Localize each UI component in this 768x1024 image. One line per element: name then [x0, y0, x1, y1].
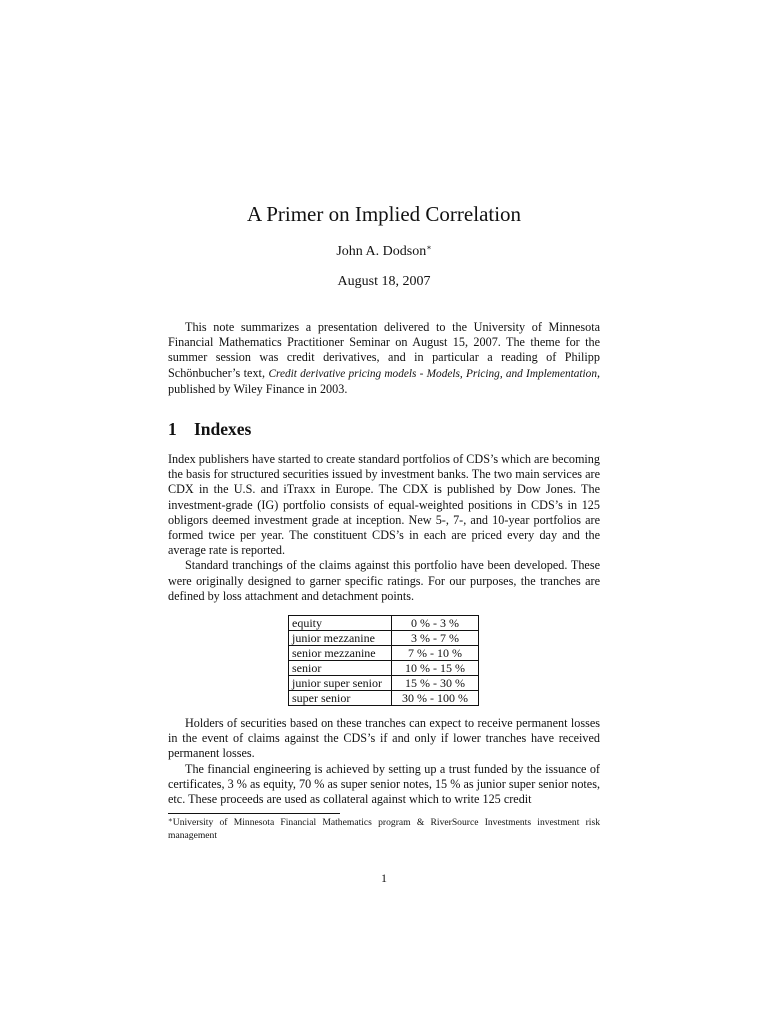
author-footnote-mark: ∗ — [426, 243, 432, 252]
tranche-name-cell: equity — [289, 616, 392, 631]
table-row — [289, 661, 479, 676]
tranche-range-cell: 10 % - 15 % — [392, 661, 479, 676]
abstract — [168, 320, 600, 397]
footnote — [168, 817, 600, 842]
table-row — [289, 646, 479, 661]
book-title: Credit derivative pricing models - Models, Pricing, and Implementation — [268, 367, 597, 380]
section-body-after-table — [168, 716, 600, 807]
footnote-mark: ∗ — [168, 816, 173, 824]
section-heading — [168, 418, 251, 440]
author-name: John A. Dodson — [336, 244, 427, 259]
author-line — [0, 243, 768, 261]
section-number: 1 — [168, 419, 177, 439]
tranche-range-cell: 30 % - 100 % — [392, 691, 479, 706]
tranche-range-cell: 15 % - 30 % — [392, 676, 479, 691]
abstract-text-before: This note summarizes a presentation delivered to the University of Minnesota Financial Mathematics Practitioner Seminar on August 15, 2007. The theme for the summer session was credit derivatives, and in particular a reading of Philipp Schönbucher’s text, — [168, 320, 600, 380]
table-row — [289, 676, 479, 691]
tranche-name-cell: junior super senior — [289, 676, 392, 691]
paper-title: A Primer on Implied Correlation — [246, 202, 522, 226]
abstract-text-after: , published by Wiley Finance in 2003. — [168, 365, 601, 396]
tranche-range-cell: 7 % - 10 % — [392, 646, 479, 661]
abstract-paragraph — [168, 320, 600, 397]
body-paragraph: Holders of securities based on these tranches can expect to receive permanent losses in the event of claims against the CDS’s if and only if lower tranches have received permanent losses. — [168, 716, 600, 761]
table-row — [289, 616, 479, 631]
tranche-table — [288, 615, 479, 706]
tranche-range-cell: 0 % - 3 % — [392, 616, 479, 631]
footnote-rule — [168, 813, 340, 814]
body-paragraph: The financial engineering is achieved by setting up a trust funded by the issuance of certificates, 3 % as equity, 70 % as super senior notes, 15 % as junior super senior notes, etc. These proceeds are used as collateral against which to write 125 credit — [168, 761, 600, 807]
paper-date: August 18, 2007 — [337, 274, 431, 289]
section-body-before-table — [168, 452, 600, 604]
tranche-name-cell: super senior — [289, 691, 392, 706]
page-number: 1 — [381, 871, 387, 885]
tranche-name-cell: senior mezzanine — [289, 646, 392, 661]
tranche-name-cell: senior — [289, 661, 392, 676]
tranche-name-cell: junior mezzanine — [289, 631, 392, 646]
tranche-range-cell: 3 % - 7 % — [392, 631, 479, 646]
table-row — [289, 691, 479, 706]
body-paragraph: Standard tranchings of the claims against this portfolio have been developed. These were originally designed to garner specific ratings. For our purposes, the tranches are defined by loss attachment and detachment points. — [168, 558, 600, 603]
body-paragraph: Index publishers have started to create standard portfolios of CDS’s which are becoming the basis for structured securities issued by investment banks. The two main services are CDX in the U.S. and iTraxx in Europe. The CDX is published by Dow Jones. The investment-grade (IG) portfolio consists of equal-weighted positions in CDS’s in 125 obligors deemed investment grade at inception. New 5-, 7-, and 10-year portfolios are formed twice per year. The constituent CDS’s in each are priced every day and the average rate is reported. — [168, 452, 600, 558]
section-title: Indexes — [194, 419, 252, 439]
footnote-text: University of Minnesota Financial Mathematics program & RiverSource Investments investment risk management — [168, 817, 600, 841]
table-row — [289, 631, 479, 646]
